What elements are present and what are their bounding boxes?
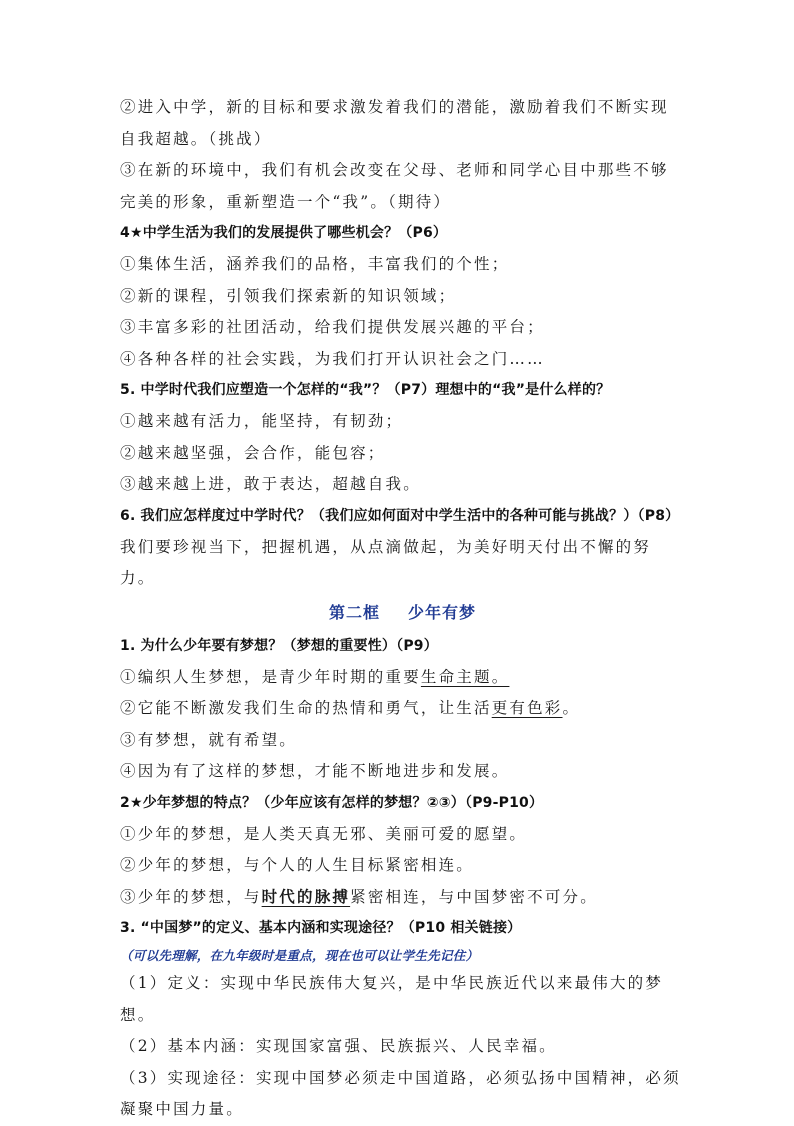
paragraph-challenge: ②进入中学，新的目标和要求激发着我们的潜能，激励着我们不断实现自我超越。（挑战） (120, 98, 669, 148)
s2-question-2: 2★少年梦想的特点？（少年应该有怎样的梦想？②③）（P9-P10） (120, 794, 544, 811)
answer-5-2: ②越来越坚强，会合作，能包容； (120, 443, 386, 462)
document-page (120, 92, 685, 1126)
s2-question-1: 1. 为什么少年要有梦想？（梦想的重要性）（P9） (120, 637, 438, 654)
answer-4-1: ①集体生活，涵养我们的品格，丰富我们的个性； (120, 255, 510, 273)
question-4: 4★中学生活为我们的发展提供了哪些机会？（P6） (120, 225, 448, 241)
answer-4-4: ④各种各样的社会实践，为我们打开认识社会之门…… (120, 349, 545, 368)
teacher-note: （可以先理解，在九年级时是重点，现在也可以让学生先记住） (120, 948, 479, 963)
s2-answer-1-2-underlined: 更有色彩 (491, 699, 563, 717)
s2-answer-1-1-underlined: 生命主题。 (420, 667, 510, 686)
s2-answer-1-1-text: ①编织人生梦想，是青少年时期的重要 (120, 667, 421, 686)
s2-answer-2-3-end: 紧密相连，与中国梦密不可分。 (350, 887, 598, 906)
s2-answer-3-3: （3）实现途径：实现中国梦必须走中国道路，必须弘扬中国精神，必须凝聚中国力量。 (120, 1068, 681, 1118)
s2-answer-2-2: ②少年的梦想，与个人的人生目标紧密相连。 (120, 856, 475, 874)
paragraph-expectation: ③在新的环境中，我们有机会改变在父母、老师和同学心目中那些不够完美的形象，重新塑造一个“我”。（期待） (120, 161, 669, 211)
answer-6: 我们要珍视当下，把握机遇，从点滴做起，为美好明天付出不懈的努力。 (120, 537, 652, 587)
s2-answer-1-2-text: ②它能不断激发我们生命的热情和勇气，让生活 (120, 699, 492, 717)
s2-answer-3-1: （1）定义：实现中华民族伟大复兴，是中华民族近代以来最伟大的梦想。 (120, 974, 664, 1024)
answer-5-3: ③越来越上进，敢于表达，超越自我。 (120, 475, 421, 493)
s2-answer-1-4: ④因为有了这样的梦想，才能不断地进步和发展。 (120, 762, 510, 780)
answer-5-1: ①越来越有活力，能坚持，有韧劲； (120, 412, 404, 430)
s2-answer-3-2: （2）基本内涵：实现国家富强、民族振兴、人民幸福。 (120, 1037, 557, 1055)
section-title-part2: 少年有梦 (408, 602, 477, 622)
s2-answer-1-3: ③有梦想，就有希望。 (120, 730, 298, 749)
section-title (120, 595, 685, 631)
s2-answer-1-2-end: 。 (562, 699, 581, 717)
s2-answer-2-3-underlined: 时代的脉搏 (261, 887, 351, 906)
s2-answer-2-1: ①少年的梦想，是人类天真无邪、美丽可爱的愿望。 (120, 824, 528, 843)
answer-4-3: ③丰富多彩的社团活动，给我们提供发展兴趣的平台； (120, 318, 545, 336)
s2-answer-1-1 (120, 662, 685, 694)
answer-4-2: ②新的课程，引领我们探索新的知识领域； (120, 286, 457, 305)
section-title-part1: 第二框 (328, 602, 380, 622)
question-6: 6. 我们应怎样度过中学时代？（我们应如何面对中学生活中的各种可能与挑战？）（P8） (120, 507, 680, 524)
s2-answer-2-3 (120, 882, 685, 914)
s2-answer-1-2 (120, 693, 685, 725)
question-5: 5. 中学时代我们应塑造一个怎样的“我”？（P7）理想中的“我”是什么样的？ (120, 382, 611, 398)
s2-question-3: 3. “中国梦”的定义、基本内涵和实现途径？（P10 相关链接） (120, 920, 522, 936)
s2-answer-2-3-text: ③少年的梦想，与 (120, 887, 262, 906)
